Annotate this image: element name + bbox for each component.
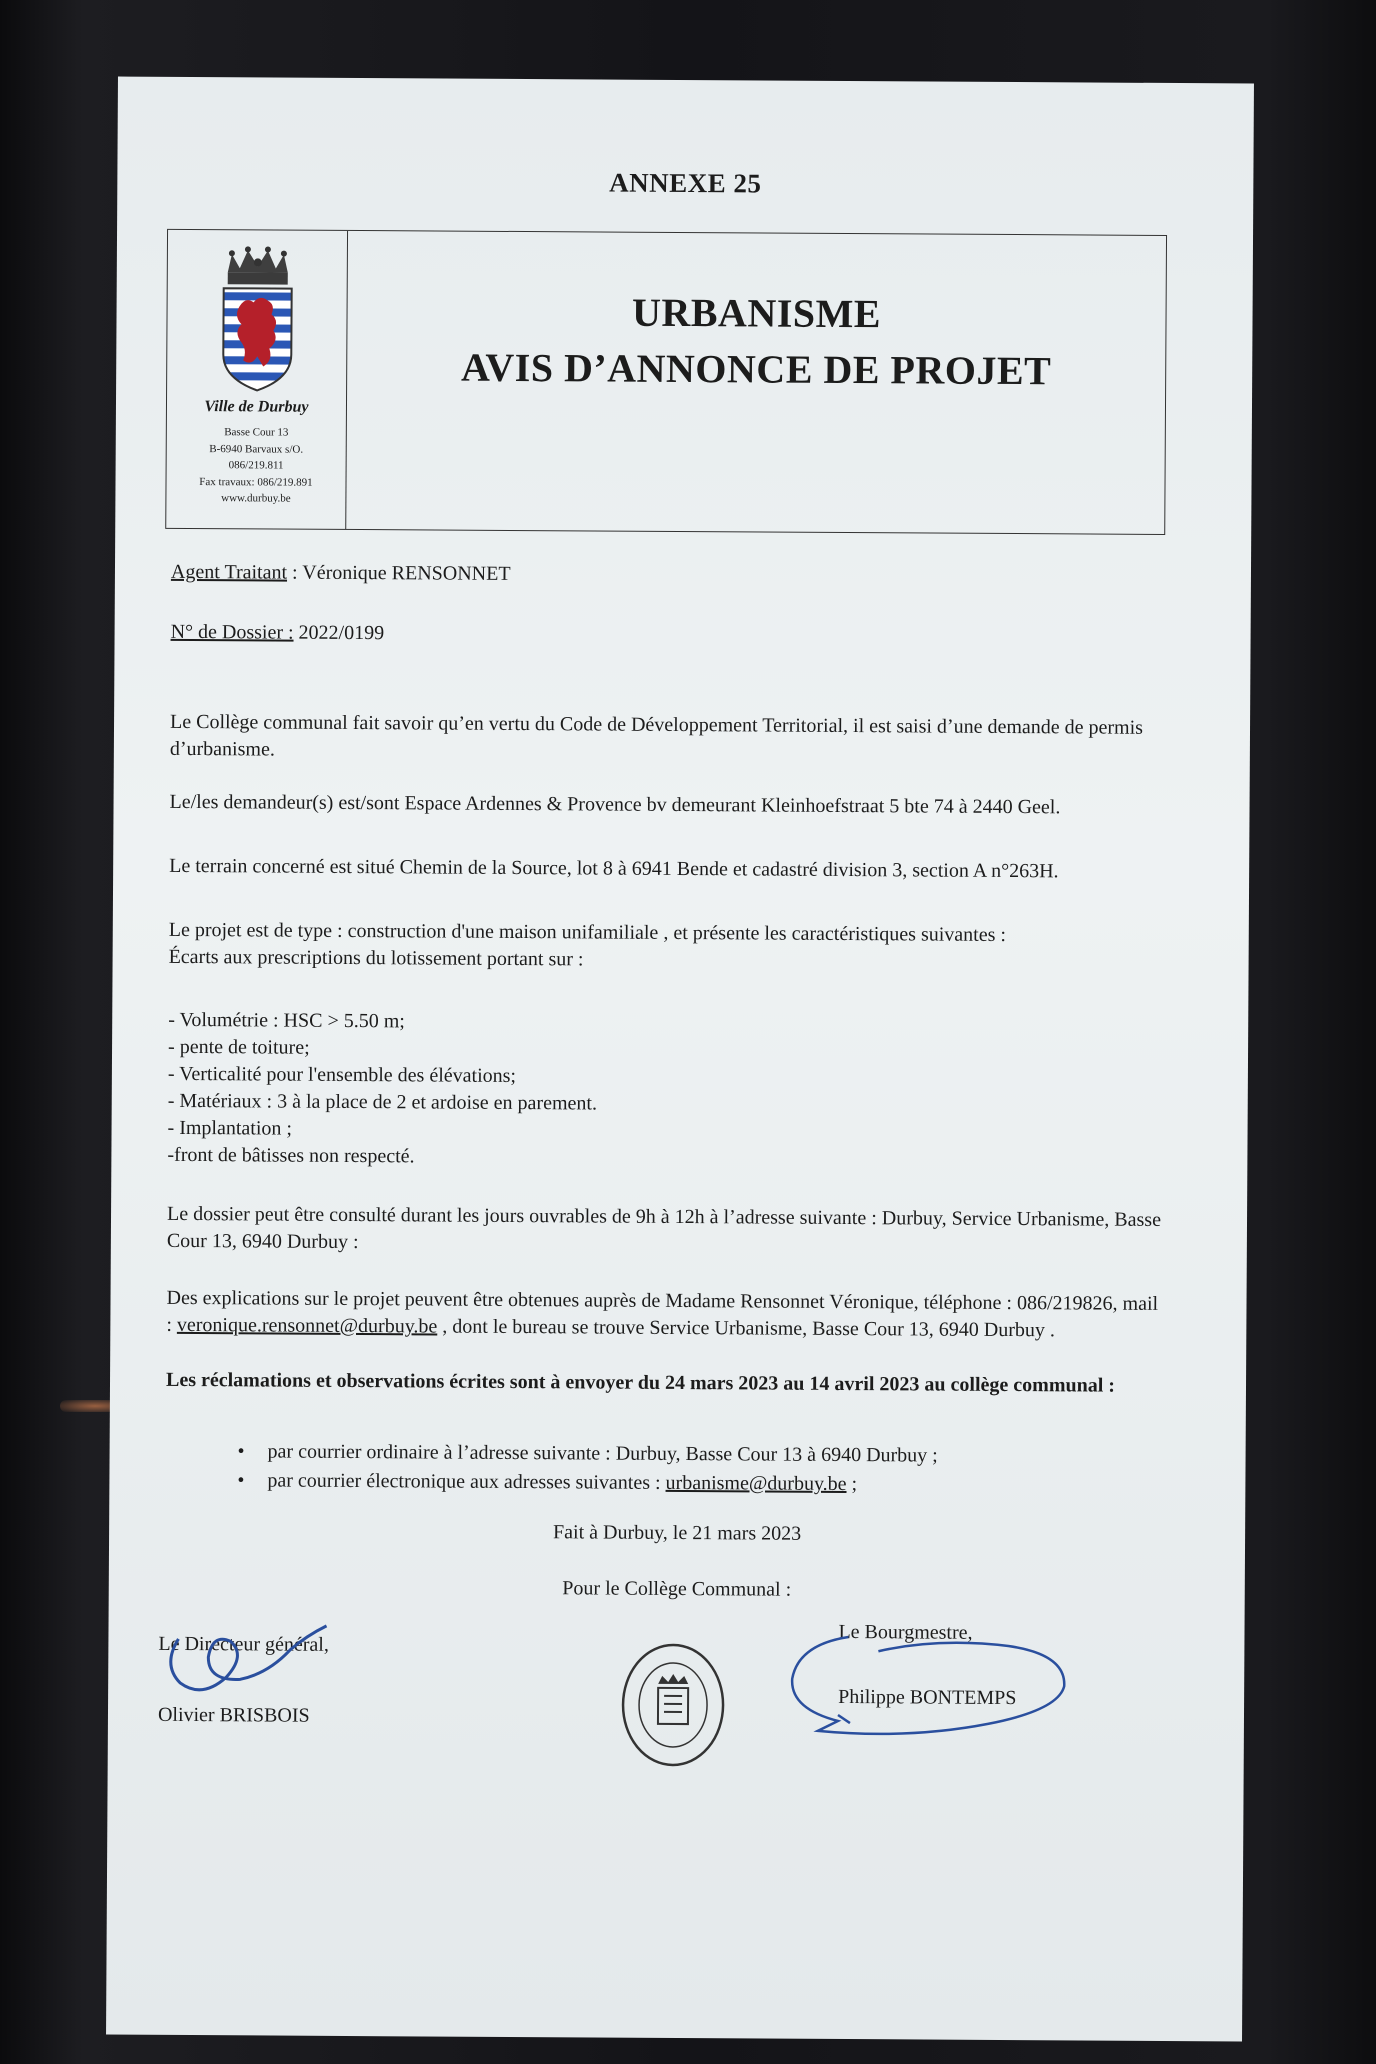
list-item: - Matériaux : 3 à la place de 2 et ardoise en parement. — [167, 1089, 598, 1115]
project-type: Le projet est de type : construction d'une maison unifamiliale , et présente les caractéristiques suivantes : — [168, 918, 1007, 946]
title-cell — [346, 231, 1166, 534]
dossier-line — [171, 619, 1171, 652]
agent-name: Véronique RENSONNET — [302, 561, 511, 585]
director-signature-block — [158, 1633, 399, 1728]
submission-channels — [237, 1437, 1137, 1500]
agent-email-link[interactable]: veronique.rensonnet@durbuy.be — [176, 1313, 438, 1338]
commune-fax: Fax travaux: 086/219.891 — [199, 475, 313, 489]
commune-address-line: Basse Cour 13 — [224, 426, 289, 439]
consultation-paragraph: Le dossier peut être consulté durant les jours ouvrables de 9h à 12h à l’adresse suivante : Durbuy, Service Urbanisme, Basse Cour 13, 6940 Durbuy : — [166, 1202, 1162, 1254]
project-paragraph — [169, 917, 1169, 977]
project-deviations-intro: Écarts aux prescriptions du lotissement portant sur : — [168, 945, 584, 971]
list-item: • par courrier ordinaire à l’adresse suivante : Durbuy, Basse Cour 13 à 6940 Durbuy ; — [238, 1437, 1138, 1471]
list-item: - Implantation ; — [167, 1116, 293, 1140]
list-item: -front de bâtisses non respecté. — [167, 1143, 415, 1168]
notice-document — [106, 77, 1254, 2042]
explanations-text: Des explications sur le projet peuvent être obtenues auprès de Madame Rensonnet Véronique, téléphone : 086/219826, mail : — [166, 1286, 1159, 1336]
agent-label: Agent Traitant — [170, 560, 288, 584]
agent-line — [171, 559, 1171, 592]
durbuy-coat-of-arms-icon — [217, 244, 298, 394]
commune-address-line: B-6940 Barvaux s/O. — [209, 442, 304, 456]
email-channel-end: ; — [846, 1473, 858, 1496]
dossier-label: N° de Dossier : — [170, 620, 294, 644]
notice-title: URBANISME — [631, 289, 882, 337]
list-item: - Verticalité pour l'ensemble des élévations; — [167, 1062, 517, 1087]
urbanism-email-link[interactable]: urbanisme@durbuy.be — [665, 1471, 847, 1496]
dossier-number: 2022/0199 — [293, 621, 385, 645]
land-paragraph: Le terrain concerné est situé Chemin de la Source, lot 8 à 6941 Bende et cadastré division 3, section A n°263H. — [169, 854, 1059, 883]
annex-number: ANNEXE 25 — [609, 167, 762, 199]
list-item: - Volumétrie : HSC > 5.50 m; — [168, 1008, 405, 1033]
explanations-text-end: , dont le bureau se trouve Service Urbanisme, Basse Cour 13, 6940 Durbuy . — [437, 1315, 1056, 1342]
agent-separator: : — [287, 561, 303, 584]
director-title: Le Directeur général, — [158, 1632, 329, 1656]
mayor-title: Le Bourgmestre, — [838, 1620, 973, 1644]
applicant-paragraph: Le/les demandeur(s) est/sont Espace Ardennes & Provence bv demeurant Kleinhoefstraat 5 bte 74 à 2440 Geel. — [169, 790, 1061, 819]
commune-name: Ville de Durbuy — [204, 398, 309, 416]
commune-address — [166, 424, 346, 508]
director-name: Olivier BRISBOIS — [157, 1703, 310, 1727]
commune-seal — [618, 1640, 729, 1776]
mayor-signature-icon — [788, 1631, 1089, 1743]
deviations-list — [167, 1007, 1168, 1175]
commune-phone: 086/219.811 — [228, 459, 284, 472]
claims-notice: Les réclamations et observations écrites sont à envoyer du 24 mars 2023 au 14 avril 2023 au collège communal : — [165, 1368, 1116, 1397]
list-item — [237, 1466, 1137, 1500]
director-signature-icon — [156, 1619, 336, 1700]
for-college: Pour le Collège Communal : — [562, 1577, 792, 1601]
header-box — [165, 229, 1167, 535]
list-item: - pente de toiture; — [167, 1035, 310, 1059]
notice-subtitle: AVIS D’ANNONCE DE PROJET — [460, 344, 1052, 394]
mayor-signature-block — [798, 1621, 1099, 1711]
mayor-name: Philippe BONTEMPS — [838, 1685, 1017, 1710]
intro-paragraph: Le Collège communal fait savoir qu’en vertu du Code de Développement Territorial, il est saisi d’une demande de permis d’urbanisme. — [169, 710, 1144, 761]
place-date: Fait à Durbuy, le 21 mars 2023 — [552, 1521, 802, 1545]
commune-logo-cell — [166, 230, 348, 529]
commune-website: www.durbuy.be — [221, 492, 291, 505]
commune-seal-icon — [618, 1640, 729, 1771]
email-channel-text: par courrier électronique aux adresses suivantes : — [267, 1469, 666, 1494]
explanations-paragraph — [166, 1285, 1166, 1345]
